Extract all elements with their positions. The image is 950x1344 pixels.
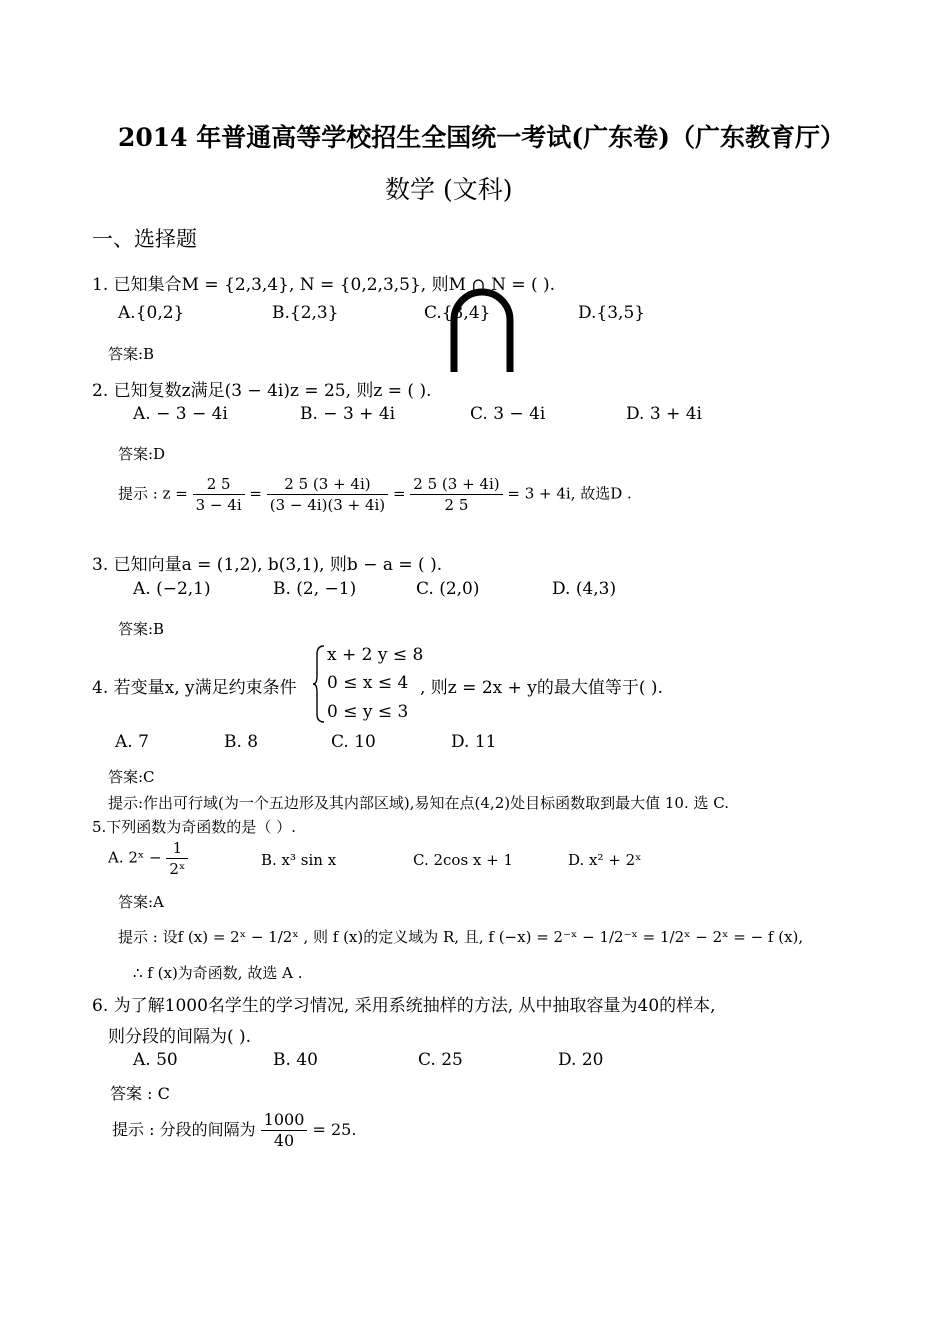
question-6-option-a: A. 50 bbox=[133, 1050, 178, 1070]
fraction-denominator: 2 5 bbox=[444, 496, 469, 514]
question-5-option-d: D. x² + 2ˣ bbox=[568, 851, 642, 869]
question-1-option-a: A.{0,2} bbox=[118, 303, 185, 323]
question-3-option-b: B. (2, −1) bbox=[273, 579, 357, 599]
question-4-answer: 答案:C bbox=[108, 768, 155, 786]
question-2-hint bbox=[118, 474, 632, 515]
question-6-stem-line-2: 则分段的间隔为( ). bbox=[108, 1027, 252, 1047]
hint-fraction-1 bbox=[193, 474, 245, 515]
fraction-numerator: 1000 bbox=[261, 1110, 308, 1131]
hint-fraction-3 bbox=[410, 474, 502, 515]
hint-prefix: 提示 : 分段的间隔为 bbox=[112, 1120, 256, 1139]
hint-suffix: = 25. bbox=[312, 1120, 357, 1139]
question-4-option-d: D. 11 bbox=[451, 732, 497, 752]
question-4-hint: 提示:作出可行域(为一个五边形及其内部区域),易知在点(4,2)处目标函数取到最大值 10. 选 C. bbox=[108, 794, 729, 812]
page-title: 2014 年普通高等学校招生全国统一考试(广东卷)（广东教育厅） bbox=[118, 123, 845, 152]
question-5-answer: 答案:A bbox=[118, 893, 164, 911]
question-4-stem-suffix: , 则z = 2x + y的最大值等于( ). bbox=[420, 678, 663, 698]
option-expression: 2ˣ − bbox=[128, 848, 162, 867]
hint-fraction-2 bbox=[267, 474, 388, 515]
section-heading: 一、选择题 bbox=[92, 227, 197, 251]
question-5-hint-line-1: 提示 : 设f (x) = 2ˣ − 1/2ˣ , 则 f (x)的定义域为 R, 且, f (−x) = 2⁻ˣ − 1/2⁻ˣ = 1/2ˣ − 2ˣ = − f (x), bbox=[118, 928, 804, 946]
constraint-brace bbox=[312, 644, 326, 724]
question-5-option-c: C. 2cos x + 1 bbox=[413, 851, 514, 869]
constraint-3: 0 ≤ y ≤ 3 bbox=[327, 702, 409, 722]
question-3-option-a: A. (−2,1) bbox=[133, 579, 211, 599]
question-1-option-c: C.{3,4} bbox=[424, 303, 491, 323]
question-1-stem: 1. 已知集合M = {2,3,4}, N = {0,2,3,5}, 则M ∩ N = ( ). bbox=[92, 275, 556, 295]
constraint-1: x + 2 y ≤ 8 bbox=[327, 645, 424, 665]
hint-fraction bbox=[261, 1110, 308, 1151]
fraction-denominator: 2ˣ bbox=[169, 860, 186, 878]
question-6-answer: 答案 : C bbox=[110, 1084, 170, 1103]
fraction-numerator: 2 5 (3 + 4i) bbox=[410, 474, 502, 495]
question-6-option-b: B. 40 bbox=[273, 1050, 318, 1070]
fraction-numerator: 2 5 bbox=[193, 474, 245, 495]
question-6-stem-line-1: 6. 为了解1000名学生的学习情况, 采用系统抽样的方法, 从中抽取容量为40的样本, bbox=[92, 996, 716, 1016]
question-2-answer: 答案:D bbox=[118, 445, 166, 463]
fraction-numerator: 2 5 (3 + 4i) bbox=[267, 474, 388, 495]
question-2-option-c: C. 3 − 4i bbox=[470, 404, 546, 424]
question-2-option-b: B. − 3 + 4i bbox=[300, 404, 396, 424]
question-1-option-d: D.{3,5} bbox=[578, 303, 646, 323]
constraint-2: 0 ≤ x ≤ 4 bbox=[327, 673, 409, 693]
question-5-stem: 5.下列函数为奇函数的是（ ）. bbox=[92, 818, 296, 836]
option-label: A. bbox=[108, 848, 124, 867]
question-4-option-c: C. 10 bbox=[331, 732, 376, 752]
option-a-fraction bbox=[166, 838, 188, 879]
question-4-option-a: A. 7 bbox=[115, 732, 149, 752]
question-3-option-d: D. (4,3) bbox=[552, 579, 617, 599]
question-3-answer: 答案:B bbox=[118, 620, 165, 638]
question-3-stem: 3. 已知向量a = (1,2), b(3,1), 则b − a = ( ). bbox=[92, 555, 443, 575]
question-3-option-c: C. (2,0) bbox=[416, 579, 480, 599]
hint-suffix: = 3 + 4i, 故选D . bbox=[507, 484, 632, 503]
page-subtitle: 数学 (文科) bbox=[385, 175, 513, 204]
question-5-option-a bbox=[108, 838, 188, 879]
equals-sign: = bbox=[392, 484, 406, 503]
fraction-denominator: 40 bbox=[273, 1131, 295, 1150]
fraction-denominator: (3 − 4i)(3 + 4i) bbox=[269, 496, 386, 514]
question-1-option-b: B.{2,3} bbox=[272, 303, 339, 323]
question-4-stem-prefix: 4. 若变量x, y满足约束条件 bbox=[92, 678, 297, 698]
fraction-denominator: 3 − 4i bbox=[195, 496, 242, 514]
question-2-option-a: A. − 3 − 4i bbox=[133, 404, 228, 424]
fraction-numerator: 1 bbox=[166, 838, 188, 859]
equals-sign: = bbox=[249, 484, 262, 503]
question-5-hint-line-2: ∴ f (x)为奇函数, 故选 A . bbox=[133, 964, 303, 982]
question-6-option-c: C. 25 bbox=[418, 1050, 463, 1070]
question-5-option-b: B. x³ sin x bbox=[261, 851, 337, 869]
question-2-stem: 2. 已知复数z满足(3 − 4i)z = 25, 则z = ( ). bbox=[92, 381, 432, 401]
question-6-hint bbox=[112, 1110, 356, 1151]
question-6-option-d: D. 20 bbox=[558, 1050, 604, 1070]
hint-prefix: 提示 : z = bbox=[118, 484, 188, 503]
question-4-option-b: B. 8 bbox=[224, 732, 259, 752]
question-2-option-d: D. 3 + 4i bbox=[626, 404, 702, 424]
question-1-answer: 答案:B bbox=[108, 345, 155, 363]
